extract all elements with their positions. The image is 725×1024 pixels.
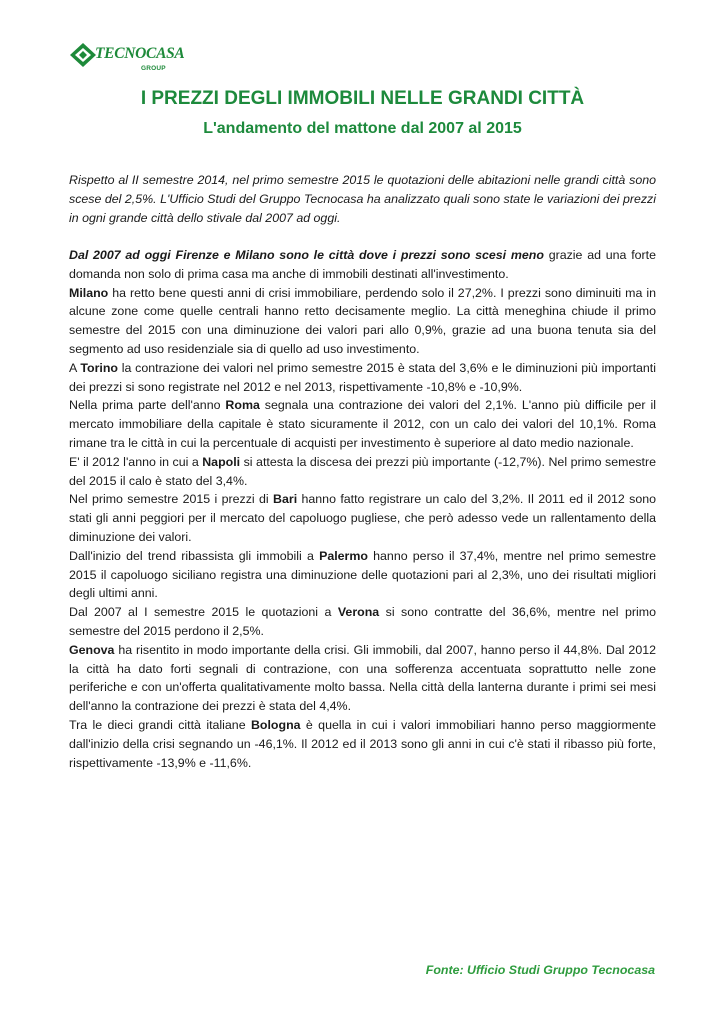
paragraph-text: segnala una contrazione dei valori del 2,1%. L'anno più difficile per il mercato immobiliare della capitale è stato sicuramente il 2012, con un calo dei valori del 10,1%. Roma rimane tra le città in cui la percentuale di acquisti per investimento è superiore al dato medio nazionale. bbox=[69, 398, 656, 450]
city-name: Bologna bbox=[250, 717, 301, 732]
paragraph-text: ha retto bene questi anni di crisi immobiliare, perdendo solo il 27,2%. I prezzi sono diminuiti ma in alcune zone come quelle centrali hanno retto decisamente meglio. La città meneghina chiude il primo semestre del 2015 con una diminuzione dei valori pari allo 0,9%, grazie ad una buona tenuta sia del segmento ad uso residenziale sia di quello ad uso investimento. bbox=[69, 285, 656, 356]
paragraph-genova bbox=[69, 641, 656, 716]
paragraph-roma: Nella prima parte dell'anno Roma segnala una contrazione dei valori del 2,1%. L'anno più difficile per il mercato immobiliare della capitale è stato sicuramente il 2012, con un calo dei valori del 10,1%. Roma rimane tra le città in cui la percentuale di acquisti per investimento è superiore al dato medio nazionale. bbox=[69, 398, 656, 450]
logo-brand: TECNOCASA bbox=[95, 45, 185, 62]
article-body bbox=[69, 246, 656, 772]
city-name: Napoli bbox=[202, 454, 241, 469]
paragraph-torino: A Torino la contrazione dei valori nel primo semestre 2015 è stata del 3,6% e le diminuzioni più importanti dei prezzi si sono registrate nel 2012 e nel 2013, rispettivamente -10,8% e -10,9%. bbox=[69, 360, 656, 394]
paragraph-text: grazie ad una forte domanda non solo di prima casa ma anche di immobili destinati all'investimento. bbox=[69, 248, 656, 281]
logo-group: GROUP bbox=[141, 65, 166, 72]
page-title: I PREZZI DEGLI IMMOBILI NELLE GRANDI CITTÀ bbox=[140, 88, 585, 109]
city-name: Verona bbox=[337, 605, 380, 620]
city-name: Torino bbox=[80, 360, 118, 375]
paragraph-lead bbox=[69, 246, 656, 284]
city-name: Genova bbox=[69, 642, 115, 657]
paragraph-text: si sono contratte del 36,6%, mentre nel primo semestre del 2015 perdono il 2,5%. bbox=[69, 605, 656, 638]
lead-sentence: Dal 2007 ad oggi Firenze e Milano sono le città dove i prezzi sono scesi meno bbox=[69, 248, 544, 262]
paragraph-text: ha risentito in modo importante della crisi. Gli immobili, dal 2007, hanno perso il 44,8%. Dal 2012 la città ha dato forti segnali di contrazione, con una sofferenza accentuata soprattutto nelle zone periferiche e con un'offerta qualitativamente molto bassa. Nella città della lanterna durante i primi sei mesi dell'anno la contrazione dei prezzi è stata del 4,4%. bbox=[69, 642, 656, 714]
paragraph-palermo: Dall'inizio del trend ribassista gli immobili a Palermo hanno perso il 37,4%, mentre nel primo semestre 2015 il capoluogo siciliano registra una diminuzione delle quotazioni pari al 2,3%, uno dei risultati migliori degli ultimi anni. bbox=[69, 548, 656, 601]
paragraph-text: si attesta la discesa dei prezzi più importante (-12,7%). Nel primo semestre del 2015 il calo è stato del 3,4%. bbox=[69, 454, 656, 488]
paragraph-milano bbox=[69, 284, 656, 359]
tecnocasa-logo bbox=[68, 40, 185, 76]
paragraph-napoli: E' il 2012 l'anno in cui a Napoli si attesta la discesa dei prezzi più importante (-12,7%). Nel primo semestre del 2015 il calo è stato del 3,4%. bbox=[69, 454, 656, 488]
page-subtitle: L'andamento del mattone dal 2007 al 2015 bbox=[203, 120, 522, 137]
paragraph-bologna: Tra le dieci grandi città italiane Bologna è quella in cui i valori immobiliari hanno perso maggiormente dall'inizio della crisi segnando un -46,1%. Il 2012 ed il 2013 sono gli anni in cui c'è stati il ribasso più forte, rispettivamente -13,9% e -11,6%. bbox=[69, 717, 656, 770]
city-name: Roma bbox=[225, 398, 260, 413]
city-name: Palermo bbox=[319, 548, 368, 563]
paragraph-verona: Dal 2007 al I semestre 2015 le quotazioni a Verona si sono contratte del 36,6%, mentre nel primo semestre del 2015 perdono il 2,5%. bbox=[69, 605, 656, 638]
house-icon bbox=[68, 40, 98, 70]
source-note: Fonte: Ufficio Studi Gruppo Tecnocasa bbox=[425, 963, 655, 977]
paragraph-text: la contrazione dei valori nel primo semestre 2015 è stata del 3,6% e le diminuzioni più importanti dei prezzi si sono registrate nel 2012 e nel 2013, rispettivamente -10,8% e -10,9%. bbox=[69, 360, 656, 394]
city-name: Milano bbox=[69, 285, 109, 300]
paragraph-text: hanno perso il 37,4%, mentre nel primo semestre 2015 il capoluogo siciliano registra una diminuzione delle quotazioni pari al 2,3%, uno dei risultati migliori degli ultimi anni. bbox=[69, 548, 656, 601]
city-name: Bari bbox=[273, 492, 298, 507]
paragraph-text: è quella in cui i valori immobiliari hanno perso maggiormente dall'inizio della crisi segnando un -46,1%. Il 2012 ed il 2013 sono gli anni in cui c'è stati il ribasso più forte, rispettivamente -13,9% e -11,6%. bbox=[69, 717, 656, 770]
paragraph-bari: Nel primo semestre 2015 i prezzi di Bari hanno fatto registrare un calo del 3,2%. Il 2011 ed il 2012 sono stati gli anni peggiori per il mercato del capoluogo pugliese, che però adesso vede un rallentamento della diminuzione dei valori. bbox=[69, 492, 656, 544]
paragraph-text: hanno fatto registrare un calo del 3,2%. Il 2011 ed il 2012 sono stati gli anni peggiori per il mercato del capoluogo pugliese, che però adesso vede un rallentamento della diminuzione dei valori. bbox=[69, 492, 656, 544]
intro-paragraph: Rispetto al II semestre 2014, nel primo semestre 2015 le quotazioni delle abitazioni nelle grandi città sono scese del 2,5%. L'Ufficio Studi del Gruppo Tecnocasa ha analizzato quali sono state le variazioni dei prezzi in ogni grande città dello stivale dal 2007 ad oggi. bbox=[69, 173, 656, 225]
